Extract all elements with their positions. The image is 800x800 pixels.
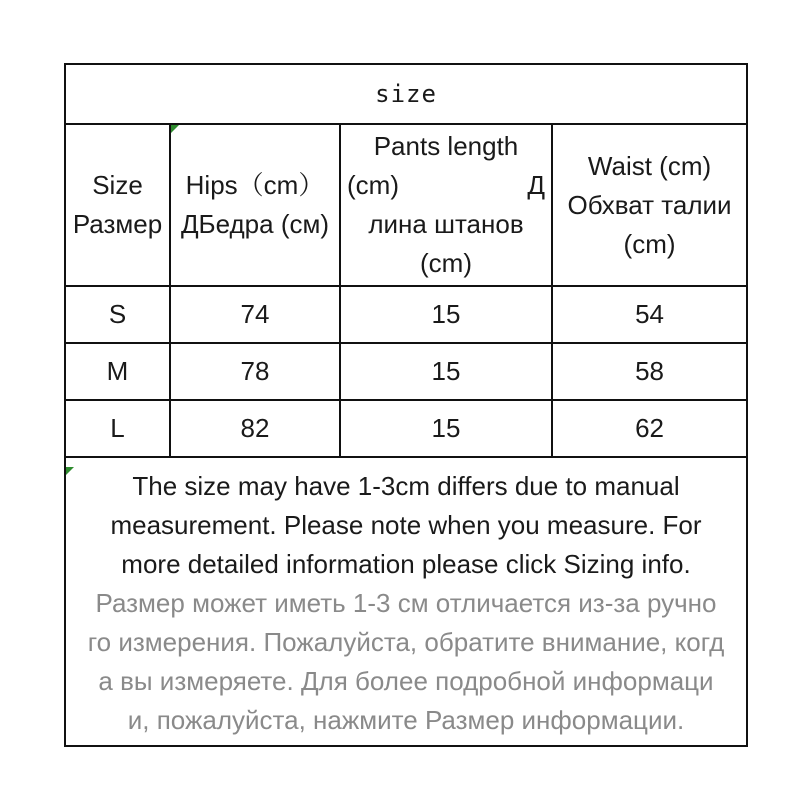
table-row — [66, 400, 746, 457]
cell-hips: 82 — [170, 400, 340, 457]
header-pants-line1: Pants length — [373, 131, 519, 161]
header-waist-unit: (cm) — [623, 228, 676, 259]
cell-pants: 15 — [340, 400, 552, 457]
cell-size: L — [66, 400, 170, 457]
header-pants — [340, 124, 552, 286]
table-row — [66, 286, 746, 343]
size-chart — [64, 63, 748, 747]
header-waist-ru: Обхват талии — [567, 189, 732, 220]
header-row — [66, 124, 746, 286]
header-hips — [170, 124, 340, 286]
header-size-ru: Размер — [72, 209, 163, 239]
title-row — [66, 65, 746, 124]
note-ru-line: го измерения. Пожалуйста, обратите внимание, когд — [87, 627, 725, 657]
corner-marker-icon — [66, 467, 74, 475]
table-row — [66, 343, 746, 400]
cell-hips: 74 — [170, 286, 340, 343]
note-ru-line: Размер может иметь 1-3 см отличается из-за ручно — [95, 588, 717, 618]
corner-marker-icon — [171, 125, 179, 133]
note-en-line: The size may have 1-3cm differs due to manual — [132, 471, 680, 501]
header-size — [66, 124, 170, 286]
note-en-line: more detailed information please click Sizing info. — [121, 549, 691, 579]
header-waist-en: Waist (cm) — [587, 150, 712, 181]
size-table — [66, 65, 746, 458]
cell-size: M — [66, 343, 170, 400]
header-size-en: Size — [92, 170, 143, 200]
header-pants-line2 — [341, 166, 551, 205]
note-ru-line: и, пожалуйста, нажмите Размер информации. — [127, 705, 685, 735]
note-english — [66, 467, 746, 584]
header-hips-en: Hips（cm） — [185, 170, 325, 200]
cell-waist: 54 — [552, 286, 746, 343]
note-russian — [66, 584, 746, 740]
note-en-line: measurement. Please note when you measure. For — [110, 510, 702, 540]
cell-size: S — [66, 286, 170, 343]
header-pants-unit-2: (cm) — [420, 248, 472, 278]
header-hips-ru: ДБедра (см) — [180, 209, 330, 239]
header-pants-ru-start: Д — [527, 170, 545, 200]
header-waist — [552, 124, 746, 286]
table-title: size — [66, 65, 746, 124]
header-pants-unit: (cm) — [347, 170, 399, 200]
cell-waist: 62 — [552, 400, 746, 457]
cell-pants: 15 — [340, 286, 552, 343]
size-note — [66, 467, 746, 740]
cell-hips: 78 — [170, 343, 340, 400]
header-pants-ru: лина штанов — [368, 209, 524, 239]
cell-pants: 15 — [340, 343, 552, 400]
cell-waist: 58 — [552, 343, 746, 400]
note-ru-line: а вы измеряете. Для более подробной информаци — [98, 666, 714, 696]
